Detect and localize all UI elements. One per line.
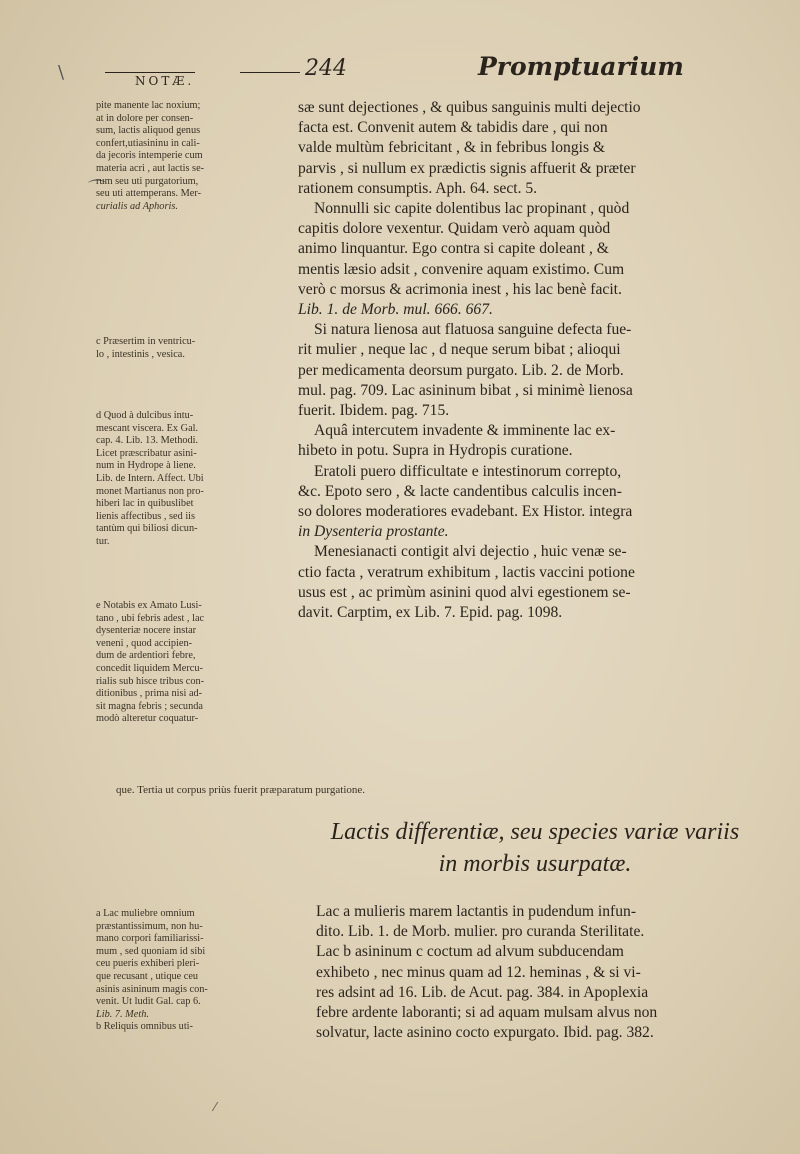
note-line: rum seu uti purgatorium, (96, 175, 199, 187)
note-line: veneni , quod accipien- (96, 637, 193, 649)
section-heading (280, 816, 790, 880)
note-line: Licet præscribatur asini- (96, 447, 197, 459)
note-line: at in dolore per consen- (96, 112, 194, 124)
note-line: b Reliquis omnibus uti- (96, 1021, 193, 1033)
text-line: rationem consumptis. Aph. 64. sect. 5. (298, 179, 538, 197)
margin-mark: \ (58, 62, 65, 83)
text-line: verò c morsus & acrimonia inest , his lac benè facit. (298, 280, 622, 298)
text-line: Lib. 1. de Morb. mul. 666. 667. (298, 301, 493, 319)
note-line: concedit liquidem Mercu- (96, 662, 203, 674)
text-line: dito. Lib. 1. de Morb. mulier. pro curanda Sterilitate. (316, 923, 645, 941)
text-line: res adsint ad 16. Lib. de Acut. pag. 384. in Apoplexia (316, 983, 649, 1001)
margin-note-d (96, 410, 294, 549)
note-line: lienis affectibus , sed iis (96, 510, 196, 522)
text-line: usus est , ac primùm asinini quod alvi egestionem se- (298, 583, 631, 601)
note-line: lo , intestinis , vesica. (96, 348, 185, 360)
note-line: mum , sed quoniam id sibi (96, 945, 206, 957)
note-line: seu uti attemperans. Mer- (96, 188, 202, 200)
note-line: modò alteretur coquatur- (96, 713, 199, 725)
text-line: parvis , si nullum ex prædictis signis affuerit & præter (298, 159, 636, 177)
note-line: dysenteriæ nocere instar (96, 625, 197, 637)
text-line: mentis læsio adsit , convenire aquam existimo. Cum (298, 260, 625, 278)
note-line: c Præsertim in ventricu- (96, 336, 196, 347)
text-line: Lac a mulieris marem lactantis in pudendum infun- (316, 903, 637, 920)
text-line: davit. Carptim, ex Lib. 7. Epid. pag. 1098. (298, 604, 563, 622)
note-line: sit magna febris ; secunda (96, 700, 203, 712)
full-width-note-line: que. Tertia ut corpus priùs fuerit præparatum purgatione. (116, 784, 366, 796)
margin-note-e (96, 600, 294, 726)
text-line: so dolores moderatiores evadebant. Ex Histor. integra (298, 503, 633, 521)
note-line: a Lac muliebre omnium (96, 908, 195, 919)
header-rule (240, 72, 300, 73)
note-line: num in Hydrope à liene. (96, 460, 196, 472)
text-line: valde multùm febricitant , & in febribus longis & (298, 139, 606, 157)
page-header (60, 52, 770, 96)
note-line: rialis sub hisce tribus con- (96, 675, 205, 687)
text-line: exhibeto , nec minus quam ad 12. heminas , & si vi- (316, 963, 641, 981)
text-line: per medicamenta deorsum purgato. Lib. 2. de Morb. (298, 361, 624, 379)
note-line: pite manente lac noxium; (96, 100, 201, 111)
main-text-lower (316, 902, 790, 1043)
running-title: Promptuarium (478, 52, 684, 81)
notes-label: NOTÆ. (135, 74, 195, 88)
note-line: cap. 4. Lib. 13. Methodi. (96, 435, 199, 447)
text-line: facta est. Convenit autem & tabidis dare , qui non (298, 119, 608, 137)
text-line: Menesianacti contigit alvi dejectio , huic venæ se- (314, 543, 627, 561)
text-line: Nonnulli sic capite dolentibus lac propinant , quòd (314, 200, 630, 218)
note-line: ditionibus , prima nisi ad- (96, 688, 203, 700)
text-line: Si natura lienosa aut flatuosa sanguine defecta fue- (314, 321, 632, 339)
section-heading-line: Lactis differentiæ, seu species variæ variis (330, 819, 740, 845)
note-line: tur. (96, 535, 110, 547)
text-line: febre ardente laboranti; si ad aquam mulsam alvus non (316, 1004, 658, 1022)
text-line: mul. pag. 709. Lac asininum bibat , si minimè lienosa (298, 381, 633, 399)
text-line: capitis dolore vexentur. Quidam verò aquam quòd (298, 220, 611, 238)
note-line: monet Martianus non pro- (96, 485, 204, 497)
text-line: &c. Epoto sero , & lacte candentibus calculis incen- (298, 482, 622, 500)
margin-note-c (96, 336, 294, 361)
note-line: ceu pueris exhiberi pleri- (96, 958, 200, 970)
main-text-upper (298, 98, 790, 623)
note-line: mano corpori familiarissi- (96, 933, 204, 945)
text-line: animo linquantur. Ego contra si capite doleant , & (298, 240, 609, 258)
section-heading-line: in morbis usurpatæ. (438, 851, 632, 877)
note-line: curialis ad Aphoris. (96, 200, 178, 212)
note-line: materia acri , aut lactis se- (96, 162, 205, 174)
text-line: Eratoli puero difficultate e intestinorum correpto, (314, 462, 622, 480)
header-rule (105, 72, 195, 73)
text-line: Lac b asininum c coctum ad alvum subducendam (316, 943, 624, 961)
page-number: 244 (305, 56, 347, 81)
text-line: sæ sunt dejectiones , & quibus sanguinis multi dejectio (298, 99, 641, 116)
margin-note-a2 (96, 908, 294, 1034)
note-line: asinis asininum magis con- (96, 983, 208, 995)
text-line: Aquâ intercutem invadente & imminente lac ex- (314, 422, 616, 440)
margin-note-a (96, 100, 294, 213)
note-line: que recusant , utique ceu (96, 970, 199, 982)
note-line: venit. Ut ludit Gal. cap 6. (96, 996, 201, 1008)
note-line: Lib. de Intern. Affect. Ubi (96, 472, 204, 484)
note-line: tano , ubi febris adest , lac (96, 612, 205, 624)
note-line: mescant viscera. Ex Gal. (96, 422, 199, 434)
text-line: solvatur, lacte asinino cocto expurgato. Ibid. pag. 382. (316, 1024, 654, 1042)
text-line: fuerit. Ibidem. pag. 715. (298, 402, 450, 420)
note-line: d Quod à dulcibus intu- (96, 410, 194, 421)
note-line: da jecoris intemperie cum (96, 150, 203, 162)
note-line: e Notabis ex Amato Lusi- (96, 600, 202, 611)
margin-mark: ⁄ (214, 1100, 217, 1114)
text-line: hibeto in potu. Supra in Hydropis curatione. (298, 442, 573, 460)
text-line: rit mulier , neque lac , d neque serum bibat ; alioqui (298, 341, 621, 359)
note-line: confert,utiasininu in cali- (96, 137, 200, 149)
text-line: in Dysenteria prostante. (298, 523, 449, 541)
note-line: præstantissimum, non hu- (96, 920, 203, 932)
note-line: dum de ardentiori febre, (96, 650, 196, 662)
note-line: hiberi lac in quibuslibet (96, 498, 194, 510)
note-line: sum, lactis aliquod genus (96, 125, 201, 137)
note-line: tantùm qui biliosi dicun- (96, 523, 198, 535)
text-line: ctio facta , veratrum exhibitum , lactis vaccini potione (298, 563, 635, 581)
note-line: Lib. 7. Meth. (96, 1008, 149, 1020)
margin-mark: ⌒ (88, 179, 106, 200)
